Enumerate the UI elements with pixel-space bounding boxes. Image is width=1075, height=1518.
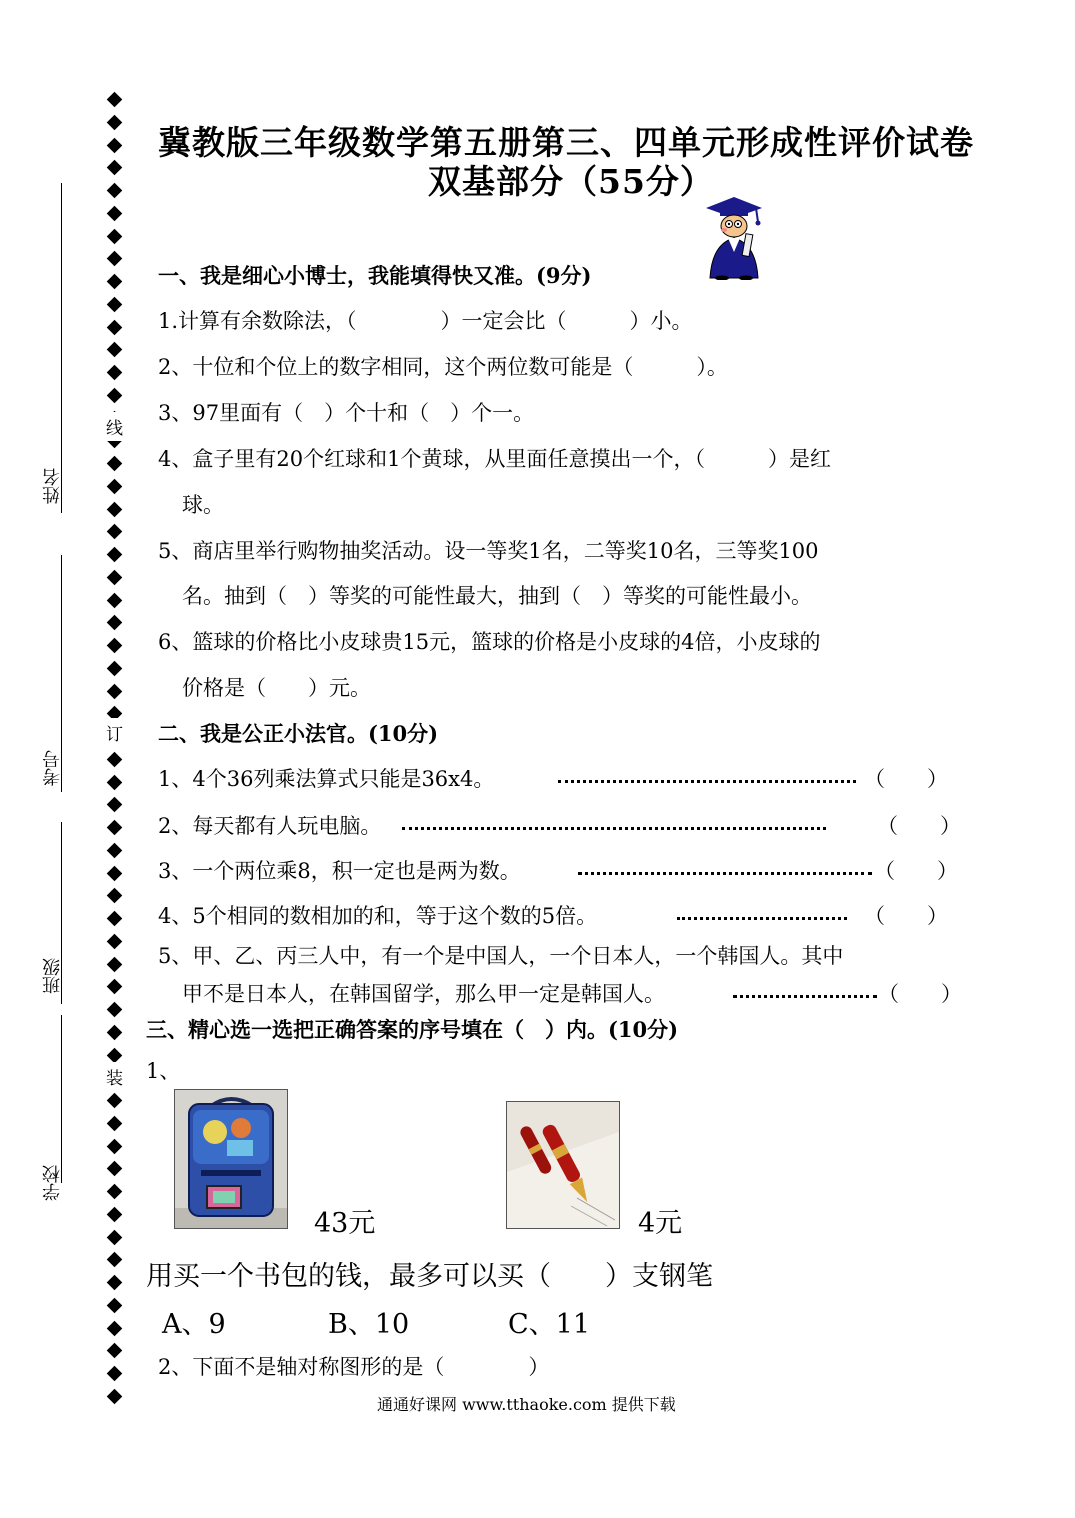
exam-number-label: 考号 [42,750,63,786]
dot-leader [578,858,872,875]
s1-question-3: 3、97里面有（ ）个十和（ ）个一。 [158,401,535,425]
section2-heading: 二、我是公正小法官。(10分) [158,721,439,746]
answer-bracket: （ ） [877,814,961,838]
s3-question-1-number: 1、 [146,1059,181,1083]
s2-question-3: 3、一个两位乘8，积一定也是两为数。 [158,859,521,883]
dot-leader [558,766,856,783]
binding-ding: 订 [106,718,123,747]
answer-bracket: （ ） [878,982,962,1006]
binding-zhuang: 装 [106,1062,123,1091]
page-title: 冀教版三年级数学第五册第三、四单元形成性评价试卷 [158,123,974,162]
s1-question-5: 5、商店里举行购物抽奖活动。设一等奖1名，二等奖10名，三等奖100 [158,539,819,563]
s2-question-2: 2、每天都有人玩电脑。 [158,814,382,838]
section3-heading: 三、精心选一选把正确答案的序号填在（ ）内。(10分) [146,1017,679,1042]
footer-source: 通通好课网 www.tthaoke.com 提供下载 [377,1395,676,1414]
graduate-cartoon-icon [700,194,764,280]
page-subtitle: 双基部分（55分） [428,162,714,201]
binding-diamond-line [107,94,127,1414]
answer-bracket: （ ） [864,767,948,791]
s2-question-5-cont: 甲不是日本人，在韩国留学，那么甲一定是韩国人。 [182,982,665,1006]
s3-question-2: 2、下面不是轴对称图形的是（ ） [158,1355,550,1379]
option-c[interactable]: C、11 [508,1309,591,1340]
school-label: 学校 [42,1165,63,1201]
dot-leader [402,813,826,830]
dot-leader [733,981,877,998]
answer-bracket: （ ） [864,904,948,928]
bag-price: 43元 [314,1208,376,1239]
s1-question-6-cont: 价格是（ ）元。 [182,676,371,700]
binding-xian: 线 [106,412,123,441]
class-label: 班级 [42,958,63,994]
name-label: 姓名 [42,468,63,504]
option-b[interactable]: B、10 [328,1309,410,1340]
s3-question-1-text: 用买一个书包的钱，最多可以买（ ）支钢笔 [146,1261,713,1292]
fountain-pen-image [506,1101,620,1229]
school-bag-image [174,1089,288,1229]
option-a[interactable]: A、9 [162,1309,226,1340]
answer-bracket: （ ） [874,859,958,883]
s1-question-4: 4、盒子里有20个红球和1个黄球，从里面任意摸出一个，（ ）是红 [158,447,831,471]
s1-question-5-cont: 名。抽到（ ）等奖的可能性最大，抽到（ ）等奖的可能性最小。 [182,584,812,608]
s1-question-2: 2、十位和个位上的数字相同，这个两位数可能是（ ）。 [158,355,728,379]
s1-question-4-cont: 球。 [182,493,224,517]
s1-question-1: 1.计算有余数除法，（ ）一定会比（ ）小。 [158,309,693,333]
s2-question-4: 4、5个相同的数相加的和，等于这个数的5倍。 [158,904,598,928]
dot-leader [677,903,847,920]
s2-question-1: 1、4个36列乘法算式只能是36x4。 [158,767,495,791]
s1-question-6: 6、篮球的价格比小皮球贵15元，篮球的价格是小皮球的4倍，小皮球的 [158,630,821,654]
section1-heading: 一、我是细心小博士，我能填得快又准。(9分) [158,263,592,288]
s2-question-5: 5、甲、乙、丙三人中，有一个是中国人，一个日本人，一个韩国人。其中 [158,944,844,968]
pen-price: 4元 [638,1208,683,1239]
